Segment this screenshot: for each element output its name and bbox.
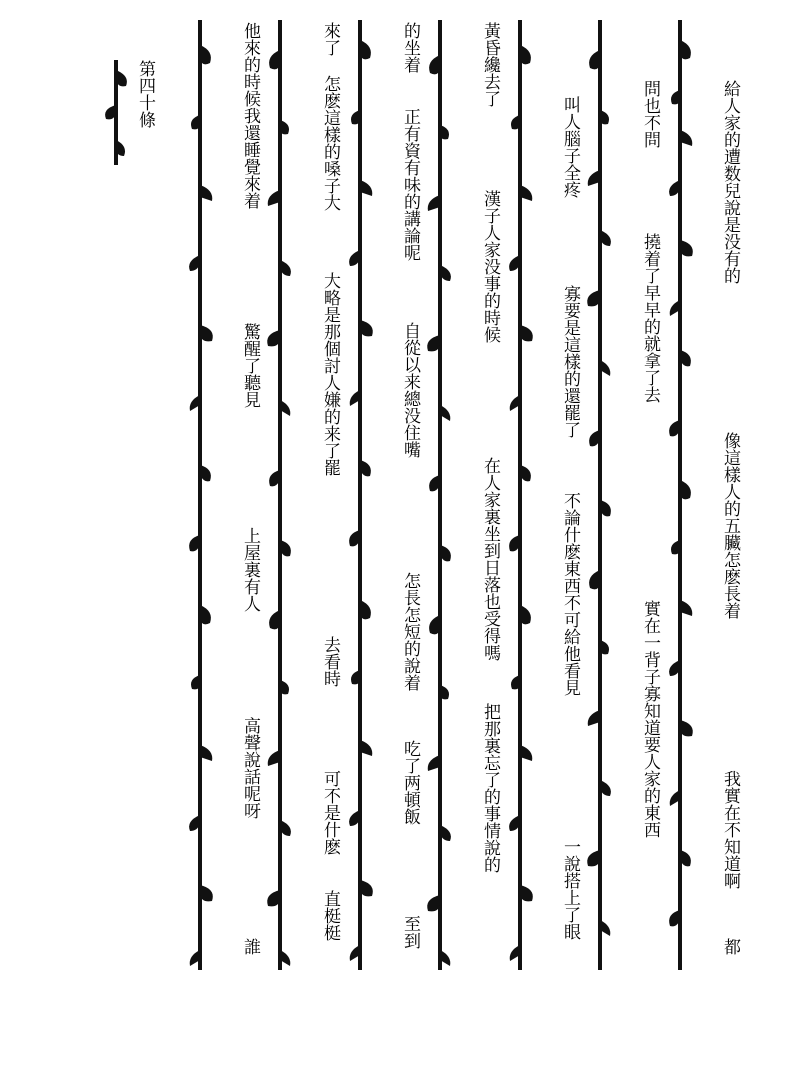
text-column-1 bbox=[700, 0, 740, 1066]
chinese-phrase: 黃昏纔去了 bbox=[480, 22, 500, 107]
mongolian-script-column-2 bbox=[580, 0, 620, 1066]
chinese-phrase: 不論什麽東西不可給他看見 bbox=[560, 492, 580, 696]
chinese-phrase: 怎麽這樣的嗓子大 bbox=[320, 75, 340, 211]
chinese-phrase: 給人家的遭数兒說是没有的 bbox=[720, 80, 740, 284]
text-column-4 bbox=[460, 0, 500, 1066]
chinese-phrase: 寡要是這樣的還罷了 bbox=[560, 285, 580, 438]
chinese-phrase: 在人家裏坐到日落也受得嗎 bbox=[480, 457, 500, 661]
mongolian-script-column-6 bbox=[260, 0, 300, 1066]
mongolian-script-graphic bbox=[340, 0, 380, 1066]
chinese-phrase: 來了 bbox=[320, 22, 340, 56]
chinese-phrase: 驚醒了聽見 bbox=[240, 323, 260, 408]
chinese-phrase: 像這樣人的五臟怎麽長着 bbox=[720, 432, 740, 619]
chinese-phrase: 問也不問 bbox=[640, 80, 660, 148]
mongolian-script-graphic bbox=[260, 0, 300, 1066]
chinese-phrase: 一說搭上了眼 bbox=[560, 838, 580, 940]
chinese-phrase: 直梃梃 bbox=[320, 890, 340, 941]
text-column-6 bbox=[300, 0, 340, 1066]
mongolian-title-graphic bbox=[96, 55, 136, 175]
mongolian-script-graphic bbox=[660, 0, 700, 1066]
chinese-phrase: 撓着了早早的就拿了去 bbox=[640, 233, 660, 403]
chinese-phrase: 正有資有味的講論呢 bbox=[400, 108, 420, 261]
chinese-phrase: 大略是那個討人嫌的来了罷 bbox=[320, 272, 340, 476]
chinese-phrase: 上屋裏有人 bbox=[240, 527, 260, 612]
text-column-2 bbox=[620, 0, 660, 1066]
text-column-5 bbox=[380, 0, 420, 1066]
chinese-phrase: 誰 bbox=[240, 938, 260, 955]
text-column-7 bbox=[220, 0, 260, 1066]
mongolian-script-graphic bbox=[180, 0, 220, 1066]
chinese-phrase: 都 bbox=[720, 938, 740, 955]
chinese-phrase: 至到 bbox=[400, 915, 420, 949]
chinese-phrase: 他來的時候我還睡覺來着 bbox=[240, 22, 260, 209]
mongolian-script-column-5 bbox=[340, 0, 380, 1066]
mongolian-script-column-4 bbox=[420, 0, 460, 1066]
chinese-phrase: 實在一背子寡知道要人家的東西 bbox=[640, 600, 660, 838]
chinese-phrase: 怎長怎短的說着 bbox=[400, 572, 420, 691]
chinese-phrase: 自從以来總没住嘴 bbox=[400, 322, 420, 458]
chinese-phrase: 漢子人家没事的時候 bbox=[480, 190, 500, 343]
lesson-title: 第四十條 bbox=[135, 60, 155, 128]
chinese-phrase: 我實在不知道啊 bbox=[720, 770, 740, 889]
chinese-phrase: 叫人腦子全疼 bbox=[560, 96, 580, 198]
chinese-phrase: 把那裏忘了的事情說的 bbox=[480, 703, 500, 873]
mongolian-script-column-3 bbox=[500, 0, 540, 1066]
chinese-phrase: 高聲說話呢呀 bbox=[240, 717, 260, 819]
lesson-title-mongolian bbox=[96, 55, 136, 175]
mongolian-script-column-7 bbox=[180, 0, 220, 1066]
chinese-phrase: 吃了两頓飯 bbox=[400, 740, 420, 825]
chinese-phrase: 可不是什麽 bbox=[320, 770, 340, 855]
mongolian-script-graphic bbox=[500, 0, 540, 1066]
mongolian-script-column-1 bbox=[660, 0, 700, 1066]
chinese-phrase: 去看時 bbox=[320, 636, 340, 687]
chinese-phrase: 的坐着 bbox=[400, 22, 420, 73]
mongolian-script-graphic bbox=[420, 0, 460, 1066]
text-column-3 bbox=[540, 0, 580, 1066]
mongolian-script-graphic bbox=[580, 0, 620, 1066]
